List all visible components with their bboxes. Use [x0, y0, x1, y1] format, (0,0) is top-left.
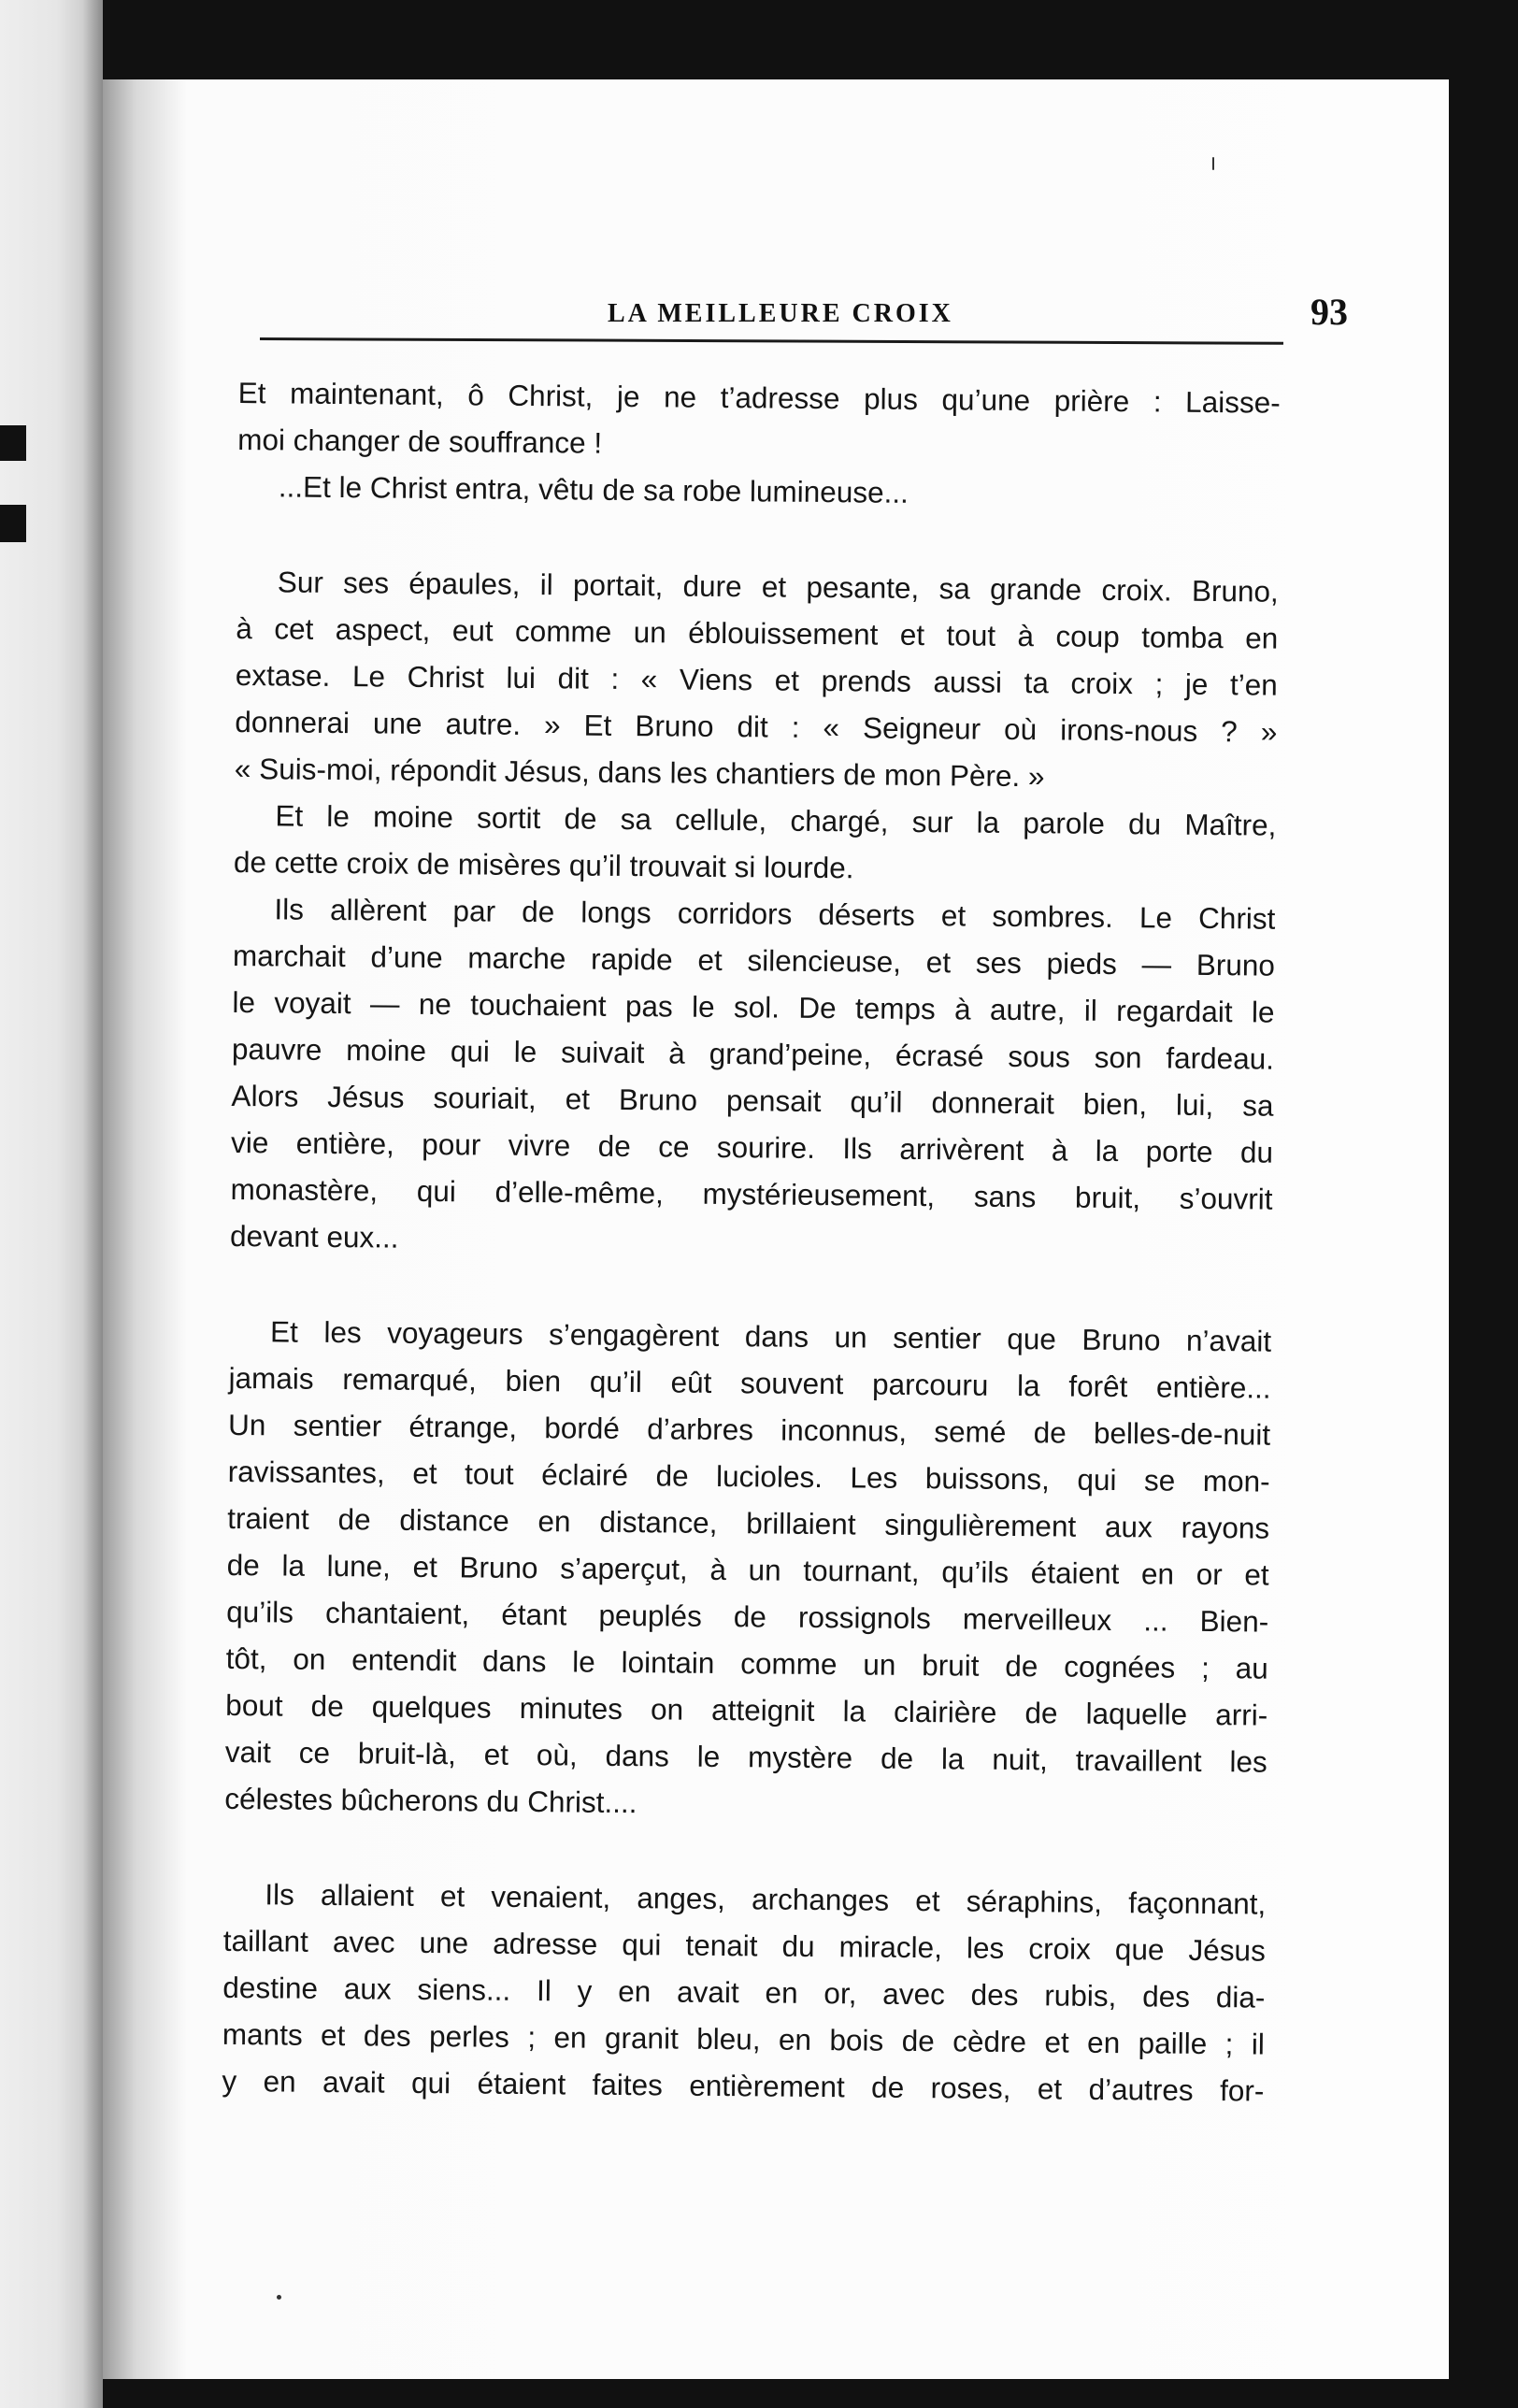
text-line: mants et des perles ; en granit bleu, en bois de cèdre et en paille ; il: [222, 2016, 1266, 2061]
text-line: à cet aspect, eut comme un éblouissement et tout à coup tomba en: [236, 610, 1279, 655]
text-line: marchait d’une marche rapide et silencieuse, et ses pieds — Bruno: [232, 938, 1276, 982]
text-line: célestes bûcherons du Christ....: [224, 1781, 637, 1820]
text-line: taillant avec une adresse qui tenait du miracle, les croix que Jésus: [222, 1923, 1266, 1968]
text-line: vait ce bruit-là, et où, dans le mystère de la nuit, travaillent les: [224, 1734, 1267, 1779]
text-line: Et le moine sortit de sa cellule, chargé, sur la parole du Maître,: [275, 798, 1277, 842]
book-gutter: [0, 0, 103, 2408]
text-line: Sur ses épaules, il portait, dure et pesante, sa grande croix. Bruno,: [277, 565, 1279, 609]
text-line: moi changer de souffrance !: [237, 422, 603, 460]
print-speck: [1212, 157, 1214, 170]
text-line: Et les voyageurs s’engagèrent dans un sentier que Bruno n’avait: [269, 1314, 1272, 1358]
page-number: 93: [1310, 291, 1348, 333]
text-line: de la lune, et Bruno s’aperçut, à un tournant, qu’ils étaient en or et: [226, 1547, 1269, 1592]
text-line: donnerai une autre. » Et Bruno dit : « Seigneur où irons-nous ? »: [235, 704, 1278, 749]
text-line: de cette croix de misères qu’il trouvait si lourde.: [233, 844, 854, 885]
text-line: Ils allaient et venaient, anges, archanges et séraphins, façonnant,: [265, 1877, 1267, 1921]
text-line: le voyait — ne touchaient pas le sol. De temps à autre, il regardait le: [232, 984, 1275, 1029]
gutter-mark: [0, 425, 26, 461]
text-line: « Suis-moi, répondit Jésus, dans les chantiers de mon Père. »: [234, 751, 1045, 794]
text-line: devant eux...: [229, 1218, 399, 1254]
text-line: extase. Le Christ lui dit : « Viens et prends aussi ta croix ; je t’en: [235, 657, 1278, 702]
print-speck: [277, 2295, 281, 2300]
text-line: ravissantes, et tout éclairé de lucioles. Les buissons, qui se mon-: [227, 1454, 1270, 1498]
gutter-mark: [0, 505, 26, 542]
text-line: destine aux siens... Il y en avait en or, avec des rubis, des dia-: [222, 1970, 1266, 2014]
text-line: bout de quelques minutes on atteignit la clairière de laquelle arri-: [225, 1687, 1268, 1732]
running-title: LA MEILLEURE CROIX: [608, 299, 953, 328]
text-line: Un sentier étrange, bordé d’arbres inconnus, semé de belles-de-nuit: [227, 1407, 1271, 1452]
text-line: qu’ils chantaient, étant peuplés de rossignols merveilleux ... Bien-: [226, 1594, 1269, 1639]
text-line: Ils allèrent par de longs corridors déserts et sombres. Le Christ: [274, 892, 1276, 936]
text-line: jamais remarqué, bien qu’il eût souvent parcouru la forêt entière...: [228, 1360, 1271, 1405]
text-line: Et maintenant, ô Christ, je ne t’adresse plus qu’une prière : Laisse-: [237, 375, 1281, 420]
text-line: pauvre moine qui le suivait à grand’peine, écrasé sous son fardeau.: [231, 1031, 1275, 1076]
text-line: vie entière, pour vivre de ce sourire. Ils arrivèrent à la porte du: [230, 1125, 1274, 1169]
text-line: y en avait qui étaient faites entièrement de roses, et d’autres for-: [222, 2063, 1265, 2108]
body-text: [222, 369, 1281, 2114]
text-line: traient de distance en distance, brillaient singulièrement aux rayons: [227, 1500, 1270, 1545]
text-line: ...Et le Christ entra, vêtu de sa robe lumineuse...: [278, 469, 909, 509]
text-line: Alors Jésus souriait, et Bruno pensait qu’il donnerait bien, lui, sa: [231, 1078, 1274, 1123]
running-head: [159, 208, 1348, 333]
text-line: monastère, qui d’elle-même, mystérieusement, sans bruit, s’ouvrit: [230, 1171, 1273, 1216]
text-line: tôt, on entendit dans le lointain comme un bruit de cognées ; au: [225, 1641, 1268, 1685]
